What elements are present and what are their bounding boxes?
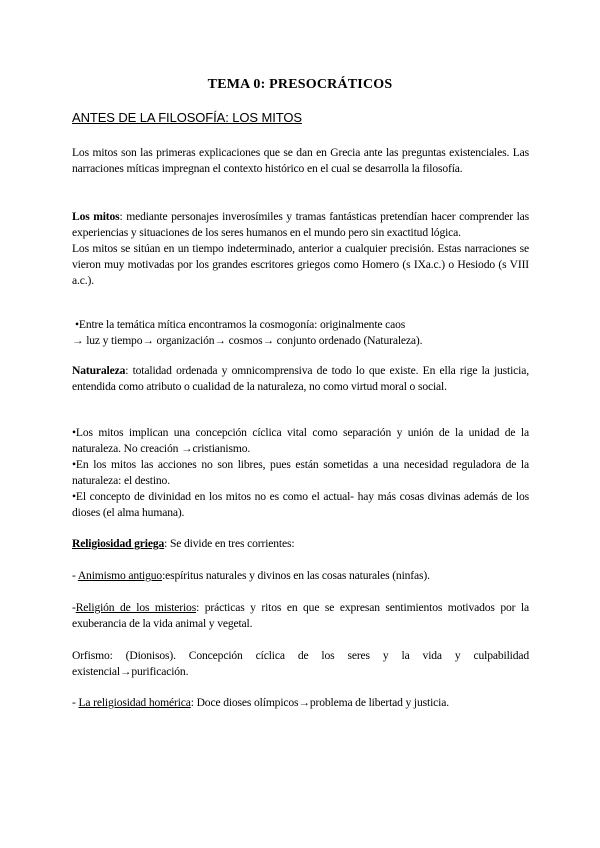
misterios-paragraph (72, 600, 529, 632)
homerica-paragraph (72, 695, 529, 711)
naturaleza-definition: : totalidad ordenada y omnicomprensiva de todo lo que existe. En ella rige la justicia, entendida como atributo o cualidad de la naturaleza, no como virtud moral o social. (72, 364, 529, 393)
misterios-term: Religión de los misterios (75, 601, 197, 614)
bullet-item: •El concepto de divinidad en los mitos no es como el actual- hay más cosas divinas además de los dioses (el alma humana). (72, 490, 529, 519)
animismo-text: :espíritus naturales y divinos en las cosas naturales (ninfas). (162, 569, 430, 582)
naturaleza-term: Naturaleza (72, 364, 126, 377)
orfismo-paragraph (72, 648, 529, 680)
religiosidad-paragraph (72, 536, 529, 552)
bullet-item: •En los mitos las acciones no son libres, pues están sometidas a una necesidad reguladora de la naturaleza: el destino. (72, 458, 529, 487)
homerica-prefix: - (72, 696, 79, 709)
homerica-term: La religiosidad homérica (78, 696, 191, 709)
intro-text: Los mitos son las primeras explicaciones que se dan en Grecia ante las preguntas existenciales. Las narraciones míticas impregnan el contexto histórico en el cual se desarrolla la filosofía. (72, 146, 529, 175)
bullet-item: •Los mitos implican una concepción cíclica vital como separación y unión de la unidad de la naturaleza. No creación →cristianismo. (72, 426, 529, 455)
section-heading: ANTES DE LA FILOSOFÍA: LOS MITOS (72, 110, 302, 125)
animismo-paragraph (72, 568, 529, 584)
mitos-definition: : mediante personajes inverosímiles y tramas fantásticas pretendían hacer comprender las experiencias y situaciones de los seres humanos en el mundo pero sin exactitud lógica. (72, 210, 530, 239)
document-title: TEMA 0: PRESOCRÁTICOS (207, 77, 393, 92)
cosmogonia-line-1: •Entre la temática mítica encontramos la cosmogonía: originalmente caos (75, 318, 406, 331)
naturaleza-paragraph (72, 363, 529, 395)
mitos-paragraph (72, 209, 529, 289)
misterios-prefix: - (72, 601, 76, 614)
misterios-text: : prácticas y ritos en que se expresan sentimientos motivados por la exuberancia de la vida animal y vegetal. (72, 601, 529, 630)
religiosidad-text: : Se divide en tres corrientes: (164, 537, 295, 550)
mitos-term: Los mitos (72, 210, 120, 223)
homerica-text: : Doce dioses olímpicos→problema de libertad y justicia. (190, 696, 449, 709)
cosmogonia-paragraph (72, 317, 529, 349)
intro-paragraph (72, 145, 529, 177)
religiosidad-term: Religiosidad griega (72, 537, 165, 550)
animismo-prefix: - (72, 569, 78, 582)
mitos-extra: Los mitos se sitúan en un tiempo indeterminado, anterior a cualquier precisión. Estas narraciones se vieron muy motivadas por los grandes escritores griegos como Homero (s IXa.c.) o Hesiodo (s VIII a.c.). (72, 242, 529, 287)
orfismo-text: Orfismo: (Dionisos). Concepción cíclica de los seres y la vida y culpabilidad existencial→purificación. (72, 649, 529, 678)
animismo-term: Animismo antiguo (77, 569, 163, 582)
bullets-block (72, 425, 529, 521)
cosmogonia-line-2: → luz y tiempo→ organización→ cosmos→ conjunto ordenado (Naturaleza). (72, 334, 423, 347)
